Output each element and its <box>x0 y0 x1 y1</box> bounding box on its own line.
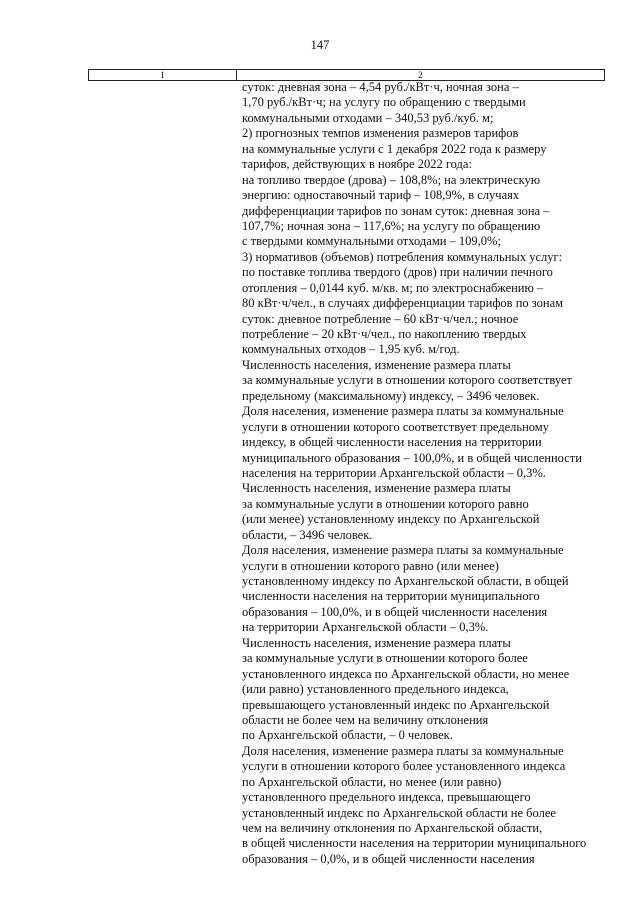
text-line: услуги в отношении которого соответствует предельному <box>242 419 549 434</box>
text-line: 107,7%; ночная зона – 117,6%; на услугу по обращению <box>242 218 541 233</box>
text-line: суток: дневная зона – 4,54 руб./кВт·ч, ночная зона – <box>242 80 519 94</box>
text-line: 3) нормативов (объемов) потребления коммунальных услуг: <box>242 249 563 264</box>
text-line: за коммунальные услуги в отношении которого соответствует <box>242 373 572 388</box>
column-number-1: 1 <box>89 70 237 80</box>
text-line: суток: дневное потребление – 60 кВт·ч/чел.; ночное <box>242 311 519 326</box>
text-line: численности населения на территории муниципального <box>242 589 540 604</box>
text-line: Численность населения, изменение размера платы <box>242 481 511 496</box>
text-line: установленному индексу по Архангельской области, в общей <box>242 574 569 588</box>
text-line: с твердыми коммунальными отходами – 109,0%; <box>242 234 501 249</box>
text-line: энергию: одноставочный тариф – 108,9%, в случаях <box>242 188 520 203</box>
text-line: Численность населения, изменение размера платы <box>242 357 511 372</box>
text-line: Численность населения, изменение размера платы <box>242 635 511 650</box>
text-line: установленный индекс по Архангельской области не более <box>242 805 556 820</box>
text-line: индексу, в общей численности населения на территории <box>242 435 542 450</box>
text-line: отопления – 0,0144 куб. м/кв. м; по электроснабжению – <box>242 280 544 295</box>
text-line: установленного предельного индекса, превышающего <box>242 790 531 805</box>
text-line: дифференциации тарифов по зонам суток: дневная зона – <box>242 203 550 218</box>
text-line: Доля населения, изменение размера платы за коммунальные <box>242 743 564 758</box>
text-line: превышающего установленный индекс по Архангельской <box>242 697 550 712</box>
text-line: по Архангельской области, – 0 человек. <box>242 728 453 743</box>
text-line: за коммунальные услуги в отношении которого равно <box>242 496 529 511</box>
page-number: 147 <box>310 38 330 52</box>
text-line: коммунальных отходов – 1,95 куб. м/год. <box>242 342 460 357</box>
column-number-2: 2 <box>418 70 423 80</box>
text-line: по поставке топлива твердого (дров) при наличии печного <box>242 265 553 280</box>
text-line: Доля населения, изменение размера платы за коммунальные <box>242 404 564 419</box>
text-line: муниципального образования – 100,0%, и в общей численности <box>242 450 582 465</box>
text-line: населения на территории Архангельской области – 0,3%. <box>242 465 546 480</box>
text-line: Доля населения, изменение размера платы за коммунальные <box>242 543 564 558</box>
text-line: 2) прогнозных темпов изменения размеров тарифов <box>242 126 519 141</box>
text-line: услуги в отношении которого равно (или менее) <box>242 558 499 573</box>
document-body-text <box>242 80 612 867</box>
text-line: по Архангельской области, но менее (или равно) <box>242 774 502 789</box>
text-line: чем на величину отклонения по Архангельской области, <box>242 821 543 835</box>
text-line: на коммунальные услуги с 1 декабря 2022 года к размеру <box>242 141 547 156</box>
text-line: в общей численности населения на территории муниципального <box>242 836 587 851</box>
text-line: коммунальными отходами – 340,53 руб./куб. м; <box>242 110 494 125</box>
text-line: потребление – 20 кВт·ч/чел., по накоплению твердых <box>242 327 527 341</box>
text-line: услуги в отношении которого более установленного индекса <box>242 759 566 774</box>
text-line: тарифов, действующих в ноябре 2022 года: <box>242 157 472 172</box>
text-line: образования – 100,0%, и в общей численности населения <box>242 604 548 619</box>
text-line: на территории Архангельской области – 0,3%. <box>242 620 489 635</box>
text-line: (или равно) установленного предельного индекса, <box>242 682 509 697</box>
text-line: 80 кВт·ч/чел., в случаях дифференциации тарифов по зонам <box>242 296 564 311</box>
text-line: установленного индекса по Архангельской области, но менее <box>242 666 570 681</box>
text-line: (или менее) установленному индексу по Архангельской <box>242 512 540 527</box>
text-line: образования – 0,0%, и в общей численности населения <box>242 851 535 866</box>
text-line: 1,70 руб./кВт·ч; на услугу по обращению с твердыми <box>242 95 526 110</box>
text-line: на топливо твердое (дрова) – 108,8%; на электрическую <box>242 172 541 187</box>
text-line: области не более чем на величину отклонения <box>242 712 489 727</box>
text-line: за коммунальные услуги в отношении которого более <box>242 651 528 666</box>
text-line: области, – 3496 человек. <box>242 527 373 542</box>
text-line: предельному (максимальному) индексу, – 3496 человек. <box>242 388 540 403</box>
